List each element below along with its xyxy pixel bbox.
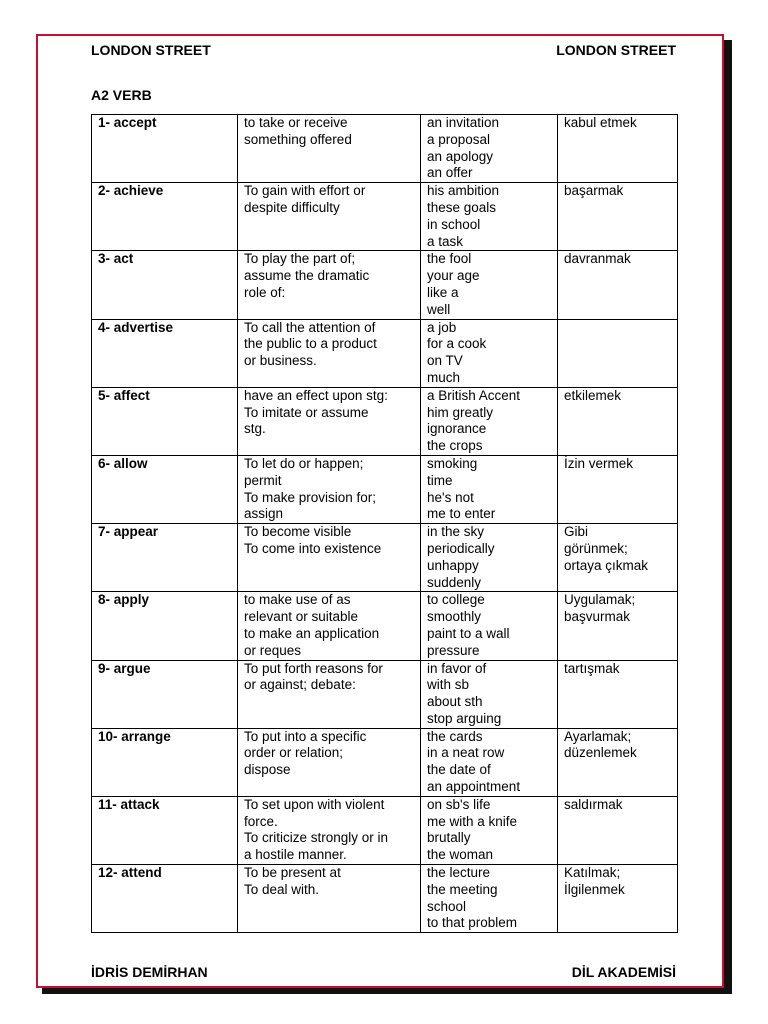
definition-cell: [238, 728, 421, 796]
examples-cell-line: to that problem: [427, 915, 518, 931]
examples-cell: [421, 592, 558, 660]
page-subtitle: A2 VERB: [91, 87, 152, 103]
examples-cell: [421, 251, 558, 319]
examples-cell-line: smoking: [427, 455, 478, 471]
examples-cell-line: time: [427, 472, 453, 488]
definition-cell: [238, 251, 421, 319]
examples-cell-line: on TV: [427, 353, 463, 369]
verb-cell: 10- arrange: [92, 728, 238, 796]
translation-cell-line: Gibi: [564, 524, 589, 540]
definition-cell-line: or reques: [244, 642, 302, 658]
definition-cell-line: to make use of as: [244, 592, 351, 608]
definition-cell-line: To put into a specific: [244, 728, 367, 744]
examples-cell-line: a task: [427, 233, 464, 249]
table-row: [92, 865, 678, 933]
table-row: [92, 728, 678, 796]
translation-cell: [558, 524, 678, 592]
definition-cell-line: something offered: [244, 131, 352, 147]
examples-cell-line: an invitation: [427, 115, 500, 130]
definition-cell: [238, 319, 421, 387]
table-row: [92, 660, 678, 728]
examples-cell: [421, 319, 558, 387]
translation-cell-line: ortaya çıkmak: [564, 557, 649, 573]
table-row: [92, 251, 678, 319]
definition-cell-line: force.: [244, 813, 278, 829]
examples-cell: [421, 455, 558, 523]
examples-cell-line: in school: [427, 216, 481, 232]
verb-table: [91, 114, 678, 933]
translation-cell-line: Uygulamak;: [564, 592, 636, 608]
examples-cell-line: an appointment: [427, 779, 521, 795]
table-row: [92, 319, 678, 387]
examples-cell-line: unhappy: [427, 557, 479, 573]
translation-cell: [558, 660, 678, 728]
definition-cell-line: To play the part of;: [244, 251, 356, 267]
definition-cell-line: To be present at: [244, 865, 341, 881]
definition-cell-line: dispose: [244, 762, 291, 778]
examples-cell-line: in favor of: [427, 660, 487, 676]
verb-cell: 2- achieve: [92, 183, 238, 251]
examples-cell-line: ignorance: [427, 421, 487, 437]
examples-cell-line: the cards: [427, 728, 483, 744]
definition-cell: [238, 387, 421, 455]
examples-cell-line: suddenly: [427, 574, 482, 590]
definition-cell-line: To become visible: [244, 524, 352, 540]
header-right: LONDON STREET: [556, 42, 676, 58]
examples-cell-line: pressure: [427, 642, 480, 658]
examples-cell: [421, 387, 558, 455]
examples-cell: [421, 115, 558, 183]
examples-cell-line: in the sky: [427, 524, 485, 540]
examples-cell-line: about sth: [427, 694, 483, 710]
examples-cell-line: an apology: [427, 148, 494, 164]
definition-cell-line: or against; debate:: [244, 677, 356, 693]
examples-cell-line: with sb: [427, 677, 470, 693]
definition-cell: [238, 592, 421, 660]
examples-cell-line: an offer: [427, 165, 473, 181]
examples-cell-line: he's not: [427, 489, 474, 505]
examples-cell-line: paint to a wall: [427, 625, 510, 641]
translation-cell: [558, 319, 678, 387]
verb-cell: 9- argue: [92, 660, 238, 728]
examples-cell-line: a proposal: [427, 131, 491, 147]
examples-cell-line: in a neat row: [427, 745, 505, 761]
definition-cell: [238, 660, 421, 728]
table-row: [92, 524, 678, 592]
definition-cell-line: To imitate or assume: [244, 404, 369, 420]
translation-cell-line: Ayarlamak;: [564, 728, 632, 744]
table-row: [92, 455, 678, 523]
examples-cell-line: to college: [427, 592, 485, 608]
examples-cell-line: stop arguing: [427, 710, 502, 726]
translation-cell-line: Katılmak;: [564, 865, 621, 881]
translation-cell: [558, 865, 678, 933]
translation-cell: [558, 251, 678, 319]
examples-cell-line: the lecture: [427, 865, 491, 881]
footer-left: İDRİS DEMİRHAN: [91, 964, 208, 980]
table-row: [92, 387, 678, 455]
header-left: LONDON STREET: [91, 42, 211, 58]
translation-cell-line: davranmak: [564, 251, 631, 267]
verb-cell: 11- attack: [92, 796, 238, 864]
examples-cell-line: on sb's life: [427, 796, 491, 812]
translation-cell: [558, 387, 678, 455]
definition-cell-line: assign: [244, 506, 284, 522]
definition-cell: [238, 183, 421, 251]
definition-cell-line: To let do or happen;: [244, 455, 364, 471]
footer-right: DİL AKADEMİSİ: [571, 964, 676, 980]
translation-cell: [558, 115, 678, 183]
examples-cell-line: brutally: [427, 830, 471, 846]
examples-cell-line: his ambition: [427, 183, 500, 199]
definition-cell-line: To set upon with violent: [244, 796, 385, 812]
translation-cell: [558, 455, 678, 523]
examples-cell-line: like a: [427, 284, 459, 300]
definition-cell-line: To come into existence: [244, 540, 382, 556]
definition-cell: [238, 796, 421, 864]
definition-cell-line: To put forth reasons for: [244, 660, 383, 676]
translation-cell: [558, 592, 678, 660]
examples-cell-line: the crops: [427, 438, 483, 454]
translation-cell-line: başvurmak: [564, 609, 631, 625]
examples-cell-line: much: [427, 369, 461, 385]
definition-cell-line: To criticize strongly or in: [244, 830, 389, 846]
verb-cell: 12- attend: [92, 865, 238, 933]
definition-cell-line: to take or receive: [244, 115, 348, 130]
definition-cell-line: assume the dramatic: [244, 268, 370, 284]
table-row: [92, 592, 678, 660]
definition-cell-line: role of:: [244, 284, 286, 300]
verb-cell: 1- accept: [92, 115, 238, 183]
definition-cell-line: relevant or suitable: [244, 609, 359, 625]
examples-cell-line: the fool: [427, 251, 472, 267]
examples-cell-line: these goals: [427, 199, 497, 215]
definition-cell-line: to make an application: [244, 625, 380, 641]
examples-cell-line: a job: [427, 319, 457, 335]
examples-cell-line: for a cook: [427, 336, 487, 352]
verb-cell: 4- advertise: [92, 319, 238, 387]
examples-cell-line: school: [427, 898, 467, 914]
definition-cell-line: the public to a product: [244, 336, 377, 352]
examples-cell-line: periodically: [427, 540, 495, 556]
definition-cell-line: permit: [244, 472, 282, 488]
translation-cell-line: İlgilenmek: [564, 881, 625, 897]
definition-cell: [238, 455, 421, 523]
definition-cell-line: or business.: [244, 353, 317, 369]
translation-cell-line: başarmak: [564, 183, 624, 199]
examples-cell: [421, 183, 558, 251]
translation-cell-line: düzenlemek: [564, 745, 637, 761]
definition-cell-line: a hostile manner.: [244, 847, 347, 863]
translation-cell-line: saldırmak: [564, 796, 623, 812]
translation-cell: [558, 728, 678, 796]
translation-cell-line: etkilemek: [564, 387, 622, 403]
verb-cell: 8- apply: [92, 592, 238, 660]
examples-cell-line: me to enter: [427, 506, 496, 522]
translation-cell-line: İzin vermek: [564, 455, 634, 471]
examples-cell: [421, 660, 558, 728]
definition-cell-line: order or relation;: [244, 745, 344, 761]
definition-cell-line: To call the attention of: [244, 319, 376, 335]
table-row: [92, 796, 678, 864]
examples-cell-line: the woman: [427, 847, 494, 863]
verb-cell: 5- affect: [92, 387, 238, 455]
translation-cell-line: kabul etmek: [564, 115, 637, 130]
verb-cell: 7- appear: [92, 524, 238, 592]
definition-cell-line: To make provision for;: [244, 489, 377, 505]
definition-cell: [238, 865, 421, 933]
examples-cell-line: well: [427, 301, 451, 317]
definition-cell-line: have an effect upon stg:: [244, 387, 388, 403]
examples-cell: [421, 524, 558, 592]
translation-cell-line: tartışmak: [564, 660, 620, 676]
translation-cell: [558, 183, 678, 251]
examples-cell: [421, 728, 558, 796]
definition-cell: [238, 524, 421, 592]
table-row: [92, 183, 678, 251]
examples-cell: [421, 865, 558, 933]
examples-cell-line: me with a knife: [427, 813, 518, 829]
translation-cell-line: görünmek;: [564, 540, 628, 556]
examples-cell-line: him greatly: [427, 404, 494, 420]
definition-cell-line: despite difficulty: [244, 199, 340, 215]
definition-cell-line: To gain with effort or: [244, 183, 366, 199]
table-row: [92, 115, 678, 183]
definition-cell-line: stg.: [244, 421, 266, 437]
examples-cell-line: the meeting: [427, 881, 498, 897]
verb-table-body: [92, 115, 678, 933]
definition-cell: [238, 115, 421, 183]
verb-cell: 3- act: [92, 251, 238, 319]
examples-cell-line: a British Accent: [427, 387, 521, 403]
examples-cell-line: your age: [427, 268, 480, 284]
examples-cell: [421, 796, 558, 864]
translation-cell: [558, 796, 678, 864]
examples-cell-line: the date of: [427, 762, 491, 778]
examples-cell-line: smoothly: [427, 609, 482, 625]
verb-cell: 6- allow: [92, 455, 238, 523]
definition-cell-line: To deal with.: [244, 881, 320, 897]
